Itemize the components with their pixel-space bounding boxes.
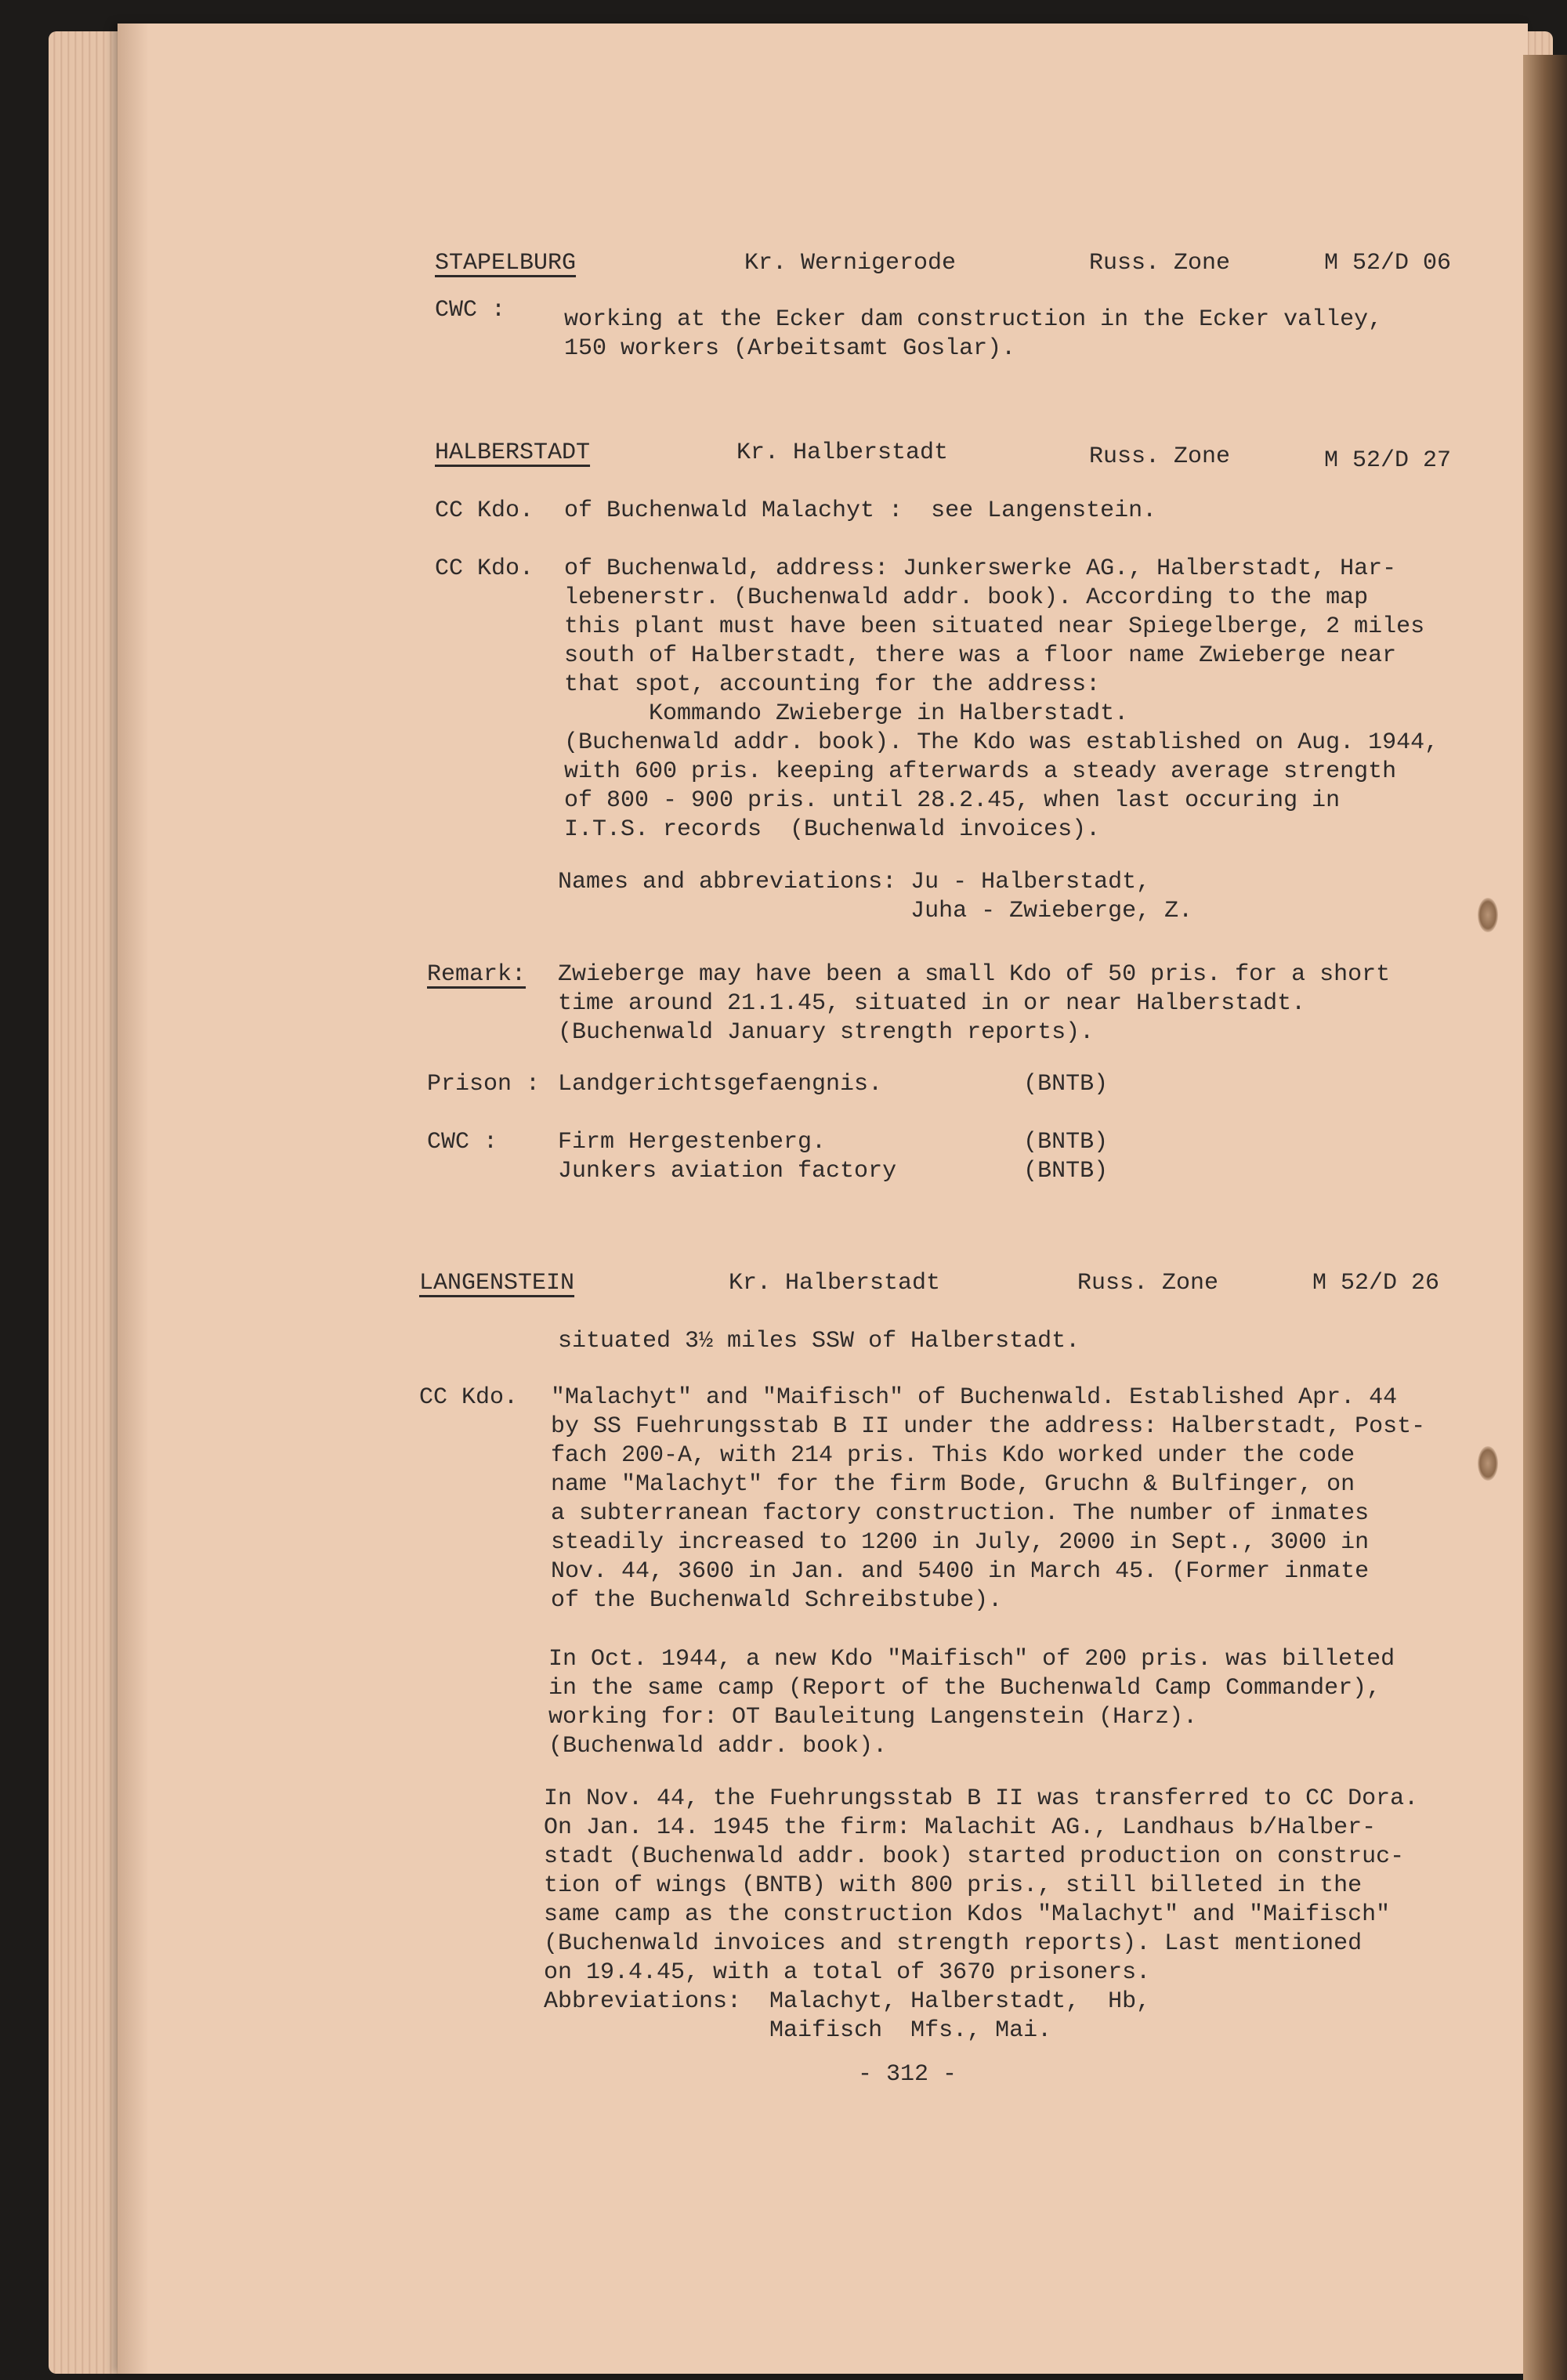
- text-line: name "Malachyt" for the firm Bode, Gruchn & Bulfinger, on: [551, 1471, 1355, 1498]
- entry-text: [558, 1128, 1567, 1186]
- entry-text: [551, 1384, 1567, 1615]
- text-line: Maifisch Mfs., Mai.: [544, 2017, 1052, 2044]
- text-line: "Malachyt" and "Maifisch" of Buchenwald. Established Apr. 44: [551, 1384, 1398, 1411]
- text-line: Juha - Zwieberge, Z.: [558, 898, 1193, 924]
- text-line: Nov. 44, 3600 in Jan. and 5400 in March 45. (Former inmate: [551, 1558, 1370, 1585]
- section-zone: Russ. Zone: [1077, 1270, 1219, 1297]
- text-line: Kommando Zwieberge in Halberstadt.: [564, 700, 1129, 727]
- section-place-name: STAPELBURG: [435, 250, 577, 277]
- entry-text: [564, 497, 1567, 526]
- entry-text: [558, 1327, 1567, 1356]
- text-line: I.T.S. records (Buchenwald invoices).: [564, 816, 1101, 843]
- entry-label: CC Kdo.: [419, 1384, 519, 1411]
- section-zone: Russ. Zone: [1089, 443, 1231, 470]
- entry-label: Prison :: [427, 1071, 541, 1098]
- text-line: by SS Fuehrungsstab B II under the address: Halberstadt, Post-: [551, 1413, 1426, 1440]
- text-line: fach 200-A, with 214 pris. This Kdo worked under the code: [551, 1442, 1355, 1469]
- entry-text: [548, 1645, 1567, 1761]
- text-line: 150 workers (Arbeitsamt Goslar).: [564, 335, 1016, 362]
- entry-text: [558, 1070, 1567, 1099]
- text-line: In Oct. 1944, a new Kdo "Maifisch" of 200 pris. was billeted: [548, 1646, 1395, 1673]
- text-line: of Buchenwald, address: Junkerswerke AG., Halberstadt, Har-: [564, 555, 1397, 582]
- text-line: working at the Ecker dam construction in the Ecker valley,: [564, 306, 1383, 333]
- text-line: tion of wings (BNTB) with 800 pris., still billeted in the: [544, 1872, 1363, 1899]
- text-line: Junkers aviation factory (BNTB): [558, 1158, 1109, 1185]
- entry-label: Remark:: [427, 961, 527, 988]
- section-district: Kr. Halberstadt: [729, 1270, 941, 1297]
- entry-text: [558, 868, 1567, 926]
- text-line: (Buchenwald addr. book). The Kdo was established on Aug. 1944,: [564, 729, 1439, 756]
- text-line: in the same camp (Report of the Buchenwald Camp Commander),: [548, 1675, 1381, 1702]
- text-line: that spot, accounting for the address:: [564, 671, 1101, 698]
- text-line: lebenerstr. (Buchenwald addr. book). According to the map: [564, 584, 1369, 611]
- text-line: south of Halberstadt, there was a floor name Zwieberge near: [564, 642, 1397, 669]
- text-line: Firm Hergestenberg. (BNTB): [558, 1129, 1109, 1156]
- text-line: (Buchenwald addr. book).: [548, 1733, 888, 1760]
- entry-text: [564, 555, 1567, 845]
- text-line: (Buchenwald invoices and strength reports). Last mentioned: [544, 1930, 1363, 1957]
- section-map-ref: M 52/D 06: [1324, 250, 1452, 277]
- text-line: steadily increased to 1200 in July, 2000 in Sept., 3000 in: [551, 1529, 1370, 1556]
- text-line: a subterranean factory construction. The number of inmates: [551, 1500, 1370, 1527]
- text-line: Names and abbreviations: Ju - Halberstadt,: [558, 869, 1151, 895]
- section-district: Kr. Halberstadt: [736, 439, 949, 466]
- section-district: Kr. Wernigerode: [744, 250, 957, 277]
- text-line: Landgerichtsgefaengnis. (BNTB): [558, 1071, 1109, 1098]
- text-line: same camp as the construction Kdos "Malachyt" and "Maifisch": [544, 1901, 1391, 1928]
- text-line: situated 3½ miles SSW of Halberstadt.: [558, 1328, 1080, 1355]
- text-line: this plant must have been situated near Spiegelberge, 2 miles: [564, 613, 1425, 640]
- section-map-ref: M 52/D 27: [1324, 447, 1452, 474]
- section-place-name: LANGENSTEIN: [419, 1270, 575, 1297]
- text-line: time around 21.1.45, situated in or near Halberstadt.: [558, 990, 1306, 1017]
- text-line: On Jan. 14. 1945 the firm: Malachit AG., Landhaus b/Halber-: [544, 1814, 1377, 1841]
- entry-label: CC Kdo.: [435, 497, 534, 524]
- page-number: - 312 -: [858, 2061, 957, 2088]
- entry-label: CC Kdo.: [435, 555, 534, 582]
- entry-text: [558, 960, 1567, 1047]
- text-line: on 19.4.45, with a total of 3670 prisoners.: [544, 1959, 1151, 1986]
- entry-text: [544, 1785, 1567, 2045]
- entry-label: CWC :: [427, 1129, 498, 1156]
- section-zone: Russ. Zone: [1089, 250, 1231, 277]
- text-line: of the Buchenwald Schreibstube).: [551, 1587, 1003, 1614]
- entry-label: CWC :: [435, 297, 506, 324]
- section-place-name: HALBERSTADT: [435, 439, 591, 466]
- text-line: of Buchenwald Malachyt : see Langenstein.: [564, 497, 1157, 524]
- text-line: working for: OT Bauleitung Langenstein (Harz).: [548, 1704, 1198, 1731]
- text-line: of 800 - 900 pris. until 28.2.45, when last occuring in: [564, 787, 1341, 814]
- text-line: (Buchenwald January strength reports).: [558, 1019, 1095, 1046]
- section-map-ref: M 52/D 26: [1312, 1270, 1440, 1297]
- text-line: In Nov. 44, the Fuehrungsstab B II was transferred to CC Dora.: [544, 1785, 1419, 1812]
- text-line: with 600 pris. keeping afterwards a steady average strength: [564, 758, 1397, 785]
- text-line: stadt (Buchenwald addr. book) started production on construc-: [544, 1843, 1405, 1870]
- text-line: Zwieberge may have been a small Kdo of 50 pris. for a short: [558, 961, 1391, 988]
- entry-text: [564, 306, 1567, 364]
- text-line: Abbreviations: Malachyt, Halberstadt, Hb,: [544, 1988, 1151, 2015]
